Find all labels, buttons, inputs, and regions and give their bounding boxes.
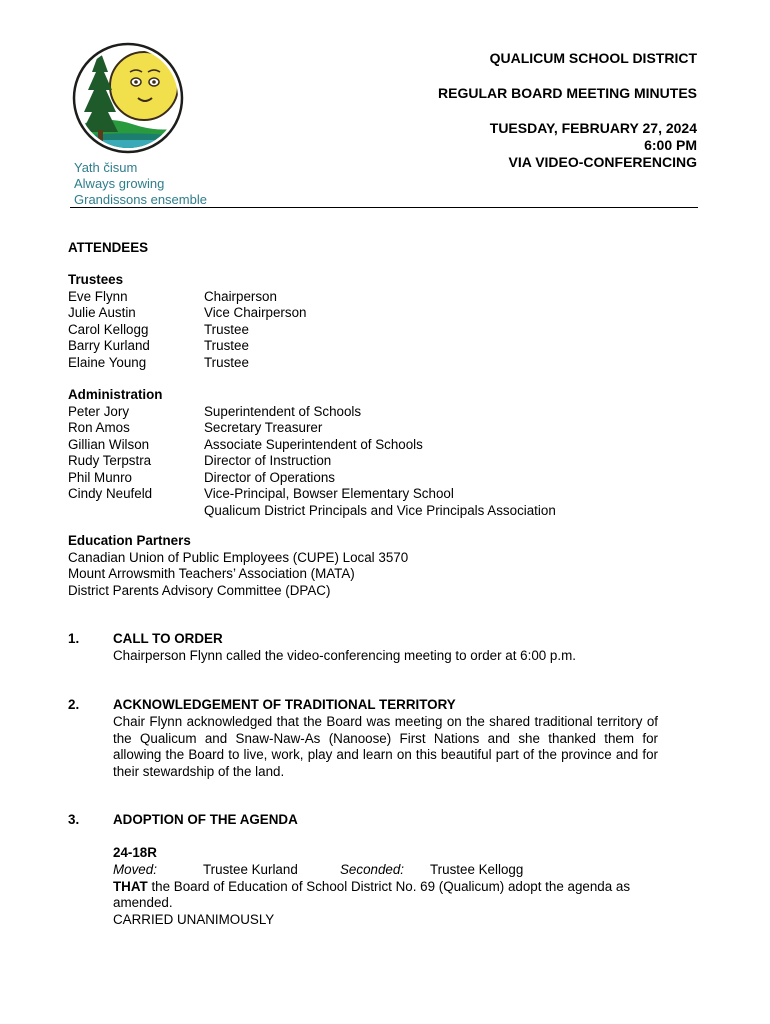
attendee-role: Vice-Principal, Bowser Elementary School: [204, 486, 454, 501]
attendee-role: Trustee: [204, 338, 249, 353]
district-logo: [72, 42, 184, 154]
attendee-name: Eve Flynn: [68, 288, 128, 304]
partners-section: [68, 533, 408, 599]
seconded-label: Seconded:: [340, 861, 405, 877]
attendee-role: Vice Chairperson: [204, 305, 307, 320]
administration-section: [68, 387, 556, 519]
trustees-heading: Trustees: [68, 272, 124, 287]
moved-by: Trustee Kurland: [203, 861, 298, 877]
attendee-row: [68, 305, 306, 322]
district-tagline: [74, 160, 207, 208]
attendee-row: [68, 322, 306, 339]
attendee-role: Director of Operations: [204, 469, 335, 485]
attendee-role: Chairperson: [204, 288, 277, 304]
meeting-date: TUESDAY, FEBRUARY 27, 2024: [489, 120, 697, 136]
motion-id: 24-18R: [113, 845, 157, 860]
attendee-role: Trustee: [204, 321, 249, 337]
attendee-name: Phil Munro: [68, 469, 133, 485]
attendee-row: [68, 437, 556, 454]
item-title: ADOPTION OF THE AGENDA: [113, 812, 298, 827]
seconded-by: Trustee Kellogg: [430, 861, 524, 877]
header-divider: [70, 207, 698, 208]
attendee-role: Trustee: [204, 354, 249, 370]
administration-heading: Administration: [68, 387, 163, 402]
trustees-section: [68, 272, 306, 371]
attendee-name: Cindy Neufeld: [68, 486, 153, 501]
tagline-line: Always growing: [74, 176, 165, 191]
attendee-role: Superintendent of Schools: [204, 403, 362, 419]
attendee-row: [68, 470, 556, 487]
attendee-name: [68, 503, 204, 520]
item-title: ACKNOWLEDGEMENT OF TRADITIONAL TERRITORY: [113, 697, 456, 712]
attendee-name: Barry Kurland: [68, 338, 150, 353]
meeting-details: [490, 120, 697, 171]
attendee-row: [68, 338, 306, 355]
attendee-row: [68, 355, 306, 372]
agenda-item-call-to-order: [113, 631, 673, 665]
attendee-row: [68, 289, 306, 306]
motion-mover-line: [113, 862, 658, 879]
meeting-mode: VIA VIDEO-CONFERENCING: [508, 154, 697, 170]
attendee-role: Associate Superintendent of Schools: [204, 436, 423, 452]
attendee-row: [68, 420, 556, 437]
motion-text: [113, 879, 658, 913]
attendee-role: Director of Instruction: [204, 453, 332, 468]
attendee-role: Secretary Treasurer: [204, 420, 323, 435]
document-title: REGULAR BOARD MEETING MINUTES: [438, 85, 697, 101]
motion-that: THAT: [113, 878, 148, 894]
item-text: Chair Flynn acknowledged that the Board was meeting on the shared traditional territory of the Qualicum and Snaw-Naw-As (Nanoose) First Nations and she thanked them for allowing the Board to live, work, play and learn on this beautiful part of the province and for their stewardship of the land.: [113, 713, 658, 780]
meeting-time: 6:00 PM: [644, 137, 697, 153]
item-number: 2.: [68, 697, 80, 712]
partner-item: Mount Arrowsmith Teachers’ Association (MATA): [68, 566, 355, 581]
attendee-name: Elaine Young: [68, 354, 147, 370]
partner-item: District Parents Advisory Committee (DPAC): [68, 582, 331, 598]
agenda-item-adoption: [113, 812, 658, 829]
attendee-row: [68, 453, 556, 470]
motion-block: [113, 845, 658, 929]
partners-heading: Education Partners: [68, 533, 191, 548]
motion-result: CARRIED UNANIMOUSLY: [113, 912, 275, 928]
attendee-role: Qualicum District Principals and Vice Principals Association: [204, 502, 556, 518]
attendee-row: [68, 404, 556, 421]
attendee-name: Julie Austin: [68, 305, 136, 320]
attendees-heading: ATTENDEES: [68, 240, 149, 255]
partner-item: Canadian Union of Public Employees (CUPE) Local 3570: [68, 549, 409, 565]
attendee-row: [68, 486, 556, 503]
attendee-name: Peter Jory: [68, 403, 130, 419]
agenda-item-territory: [113, 697, 658, 781]
moved-label: Moved:: [113, 861, 157, 877]
item-title: CALL TO ORDER: [113, 631, 223, 646]
item-text: Chairperson Flynn called the video-conferencing meeting to order at 6:00 p.m.: [113, 647, 576, 663]
motion-body: the Board of Education of School District No. 69 (Qualicum) adopt the agenda as amended.: [113, 878, 631, 911]
attendee-name: Gillian Wilson: [68, 436, 150, 452]
item-number: 1.: [68, 631, 80, 646]
tagline-line: Grandissons ensemble: [74, 192, 207, 207]
attendee-name: Carol Kellogg: [68, 321, 149, 337]
item-number: 3.: [68, 812, 80, 827]
district-name: QUALICUM SCHOOL DISTRICT: [489, 50, 697, 66]
attendee-name: Ron Amos: [68, 420, 130, 435]
attendee-name: Rudy Terpstra: [68, 453, 152, 468]
attendee-row: [68, 503, 556, 520]
tagline-line: Yath čisum: [74, 160, 138, 175]
